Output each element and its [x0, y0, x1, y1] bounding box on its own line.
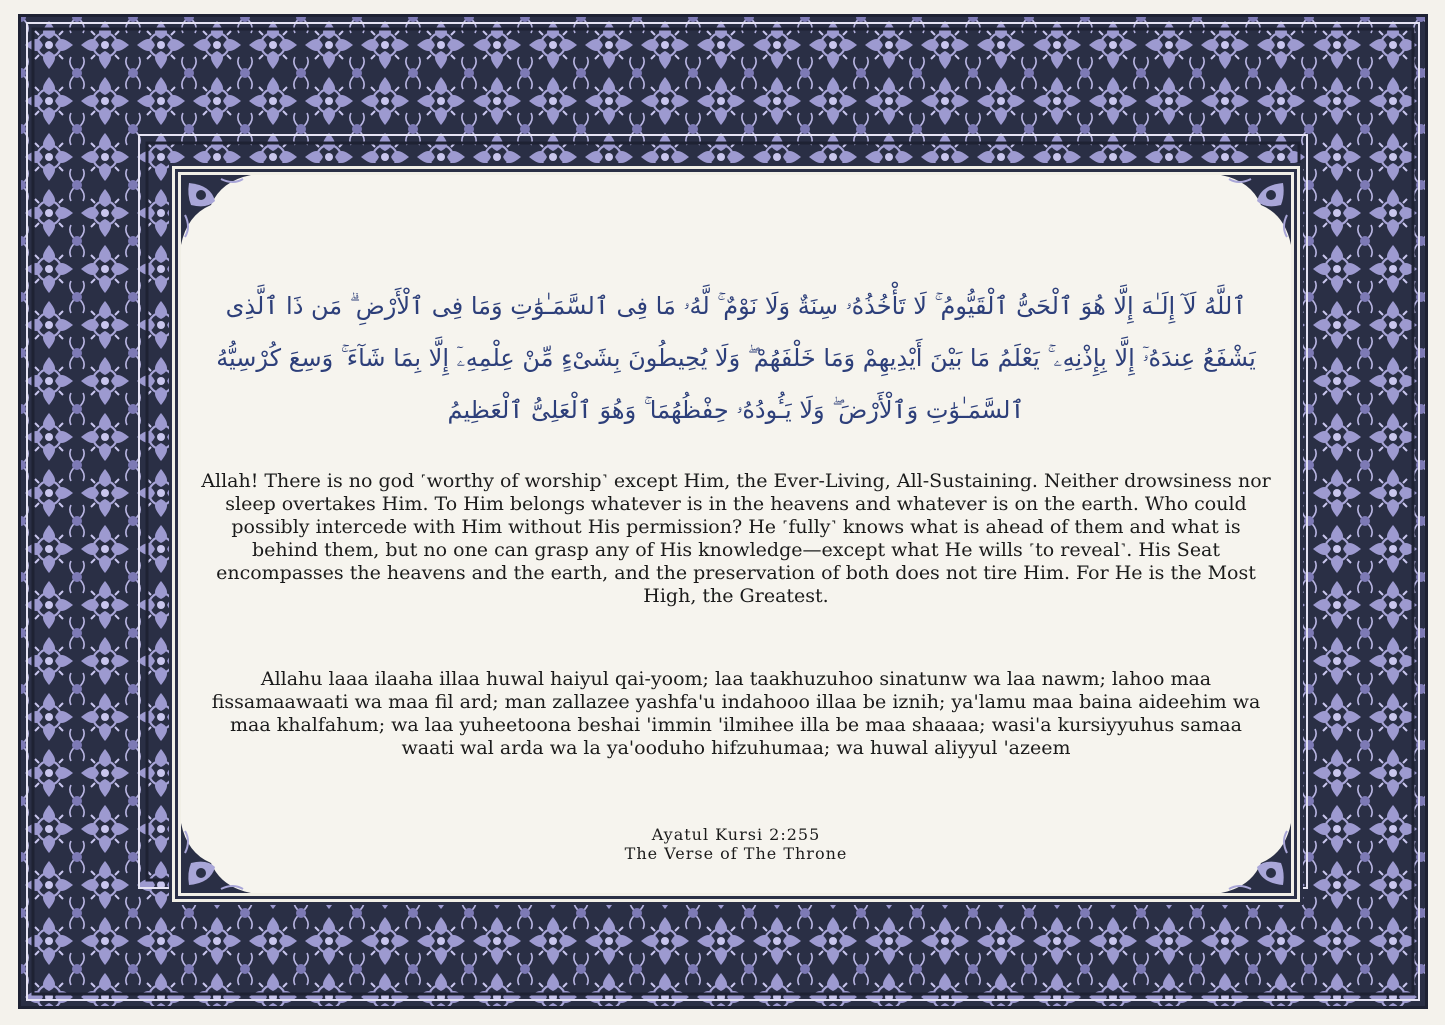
arabic-verse: ٱللَّهُ لَآ إِلَـٰهَ إِلَّا هُوَ ٱلْحَىُّ ٱلْقَيُّومُ ۚ لَا تَأْخُذُهُۥ سِنَةٌ وَلَا نَوْمٌ ۚ لَّهُۥ مَا فِى ٱلسَّمَـٰوَٰتِ وَمَا فِى ٱلْأَرْضِ ۗ مَن ذَا ٱلَّذِى يَشْفَعُ عِندَهُۥٓ إِلَّا بِإِذْنِهِۦ ۚ يَعْلَمُ مَا بَيْنَ أَيْدِيهِمْ وَمَا خَلْفَهُمْ ۖ وَلَا يُحِيطُونَ بِشَىْءٍ مِّنْ عِلْمِهِۦٓ إِلَّا بِمَا شَآءَ ۚ وَسِعَ كُرْسِيُّهُ ٱلسَّمَـٰوَٰتِ وَٱلْأَرْضَ ۖ وَلَا يَـُٔودُهُۥ حِفْظُهُمَا ۚ وَهُوَ ٱلْعَلِىُّ ٱلْعَظِيمُ	[216, 292, 1256, 424]
text-panel	[181, 175, 1291, 893]
verse-content	[181, 175, 1291, 893]
transliteration: Allahu laaa ilaaha illaa huwal haiyul qai-yoom; laa taakhuzuhoo sinatunw wa laa nawm; lahoo maa fissamaawaati wa maa fil ard; man zallazee yashfa'u indahooo illaa be iznih; ya'lamu maa baina aideehim wa maa khalfahum; wa laa yuheetoona beshai 'immin 'ilmihee illa be maa shaaaa; wasi'a kursiyyuhus samaa waati wal arda wa la ya'ooduho hifzuhumaa; wa huwal aliyyul 'azeem	[211, 668, 1261, 759]
english-translation: Allah! There is no god ˹worthy of worship˺ except Him, the Ever-Living, All-Sustaining. Neither drowsiness nor sleep overtakes Him. To Him belongs whatever is in the heavens and whatever is on the earth. Who could possibly intercede with Him without His permission? He ˹fully˺ knows what is ahead of them and what is behind them, but no one can grasp any of His knowledge—except what He wills ˹to reveal˺. His Seat encompasses the heavens and the earth, and the preservation of both does not tire Him. For He is the Most High, the Greatest.	[201, 470, 1271, 607]
verse-caption	[181, 825, 1291, 863]
verse-subtitle: The Verse of The Throne	[624, 844, 848, 863]
decorative-frame	[18, 14, 1428, 1009]
verse-reference: Ayatul Kursi 2:255	[651, 825, 821, 844]
